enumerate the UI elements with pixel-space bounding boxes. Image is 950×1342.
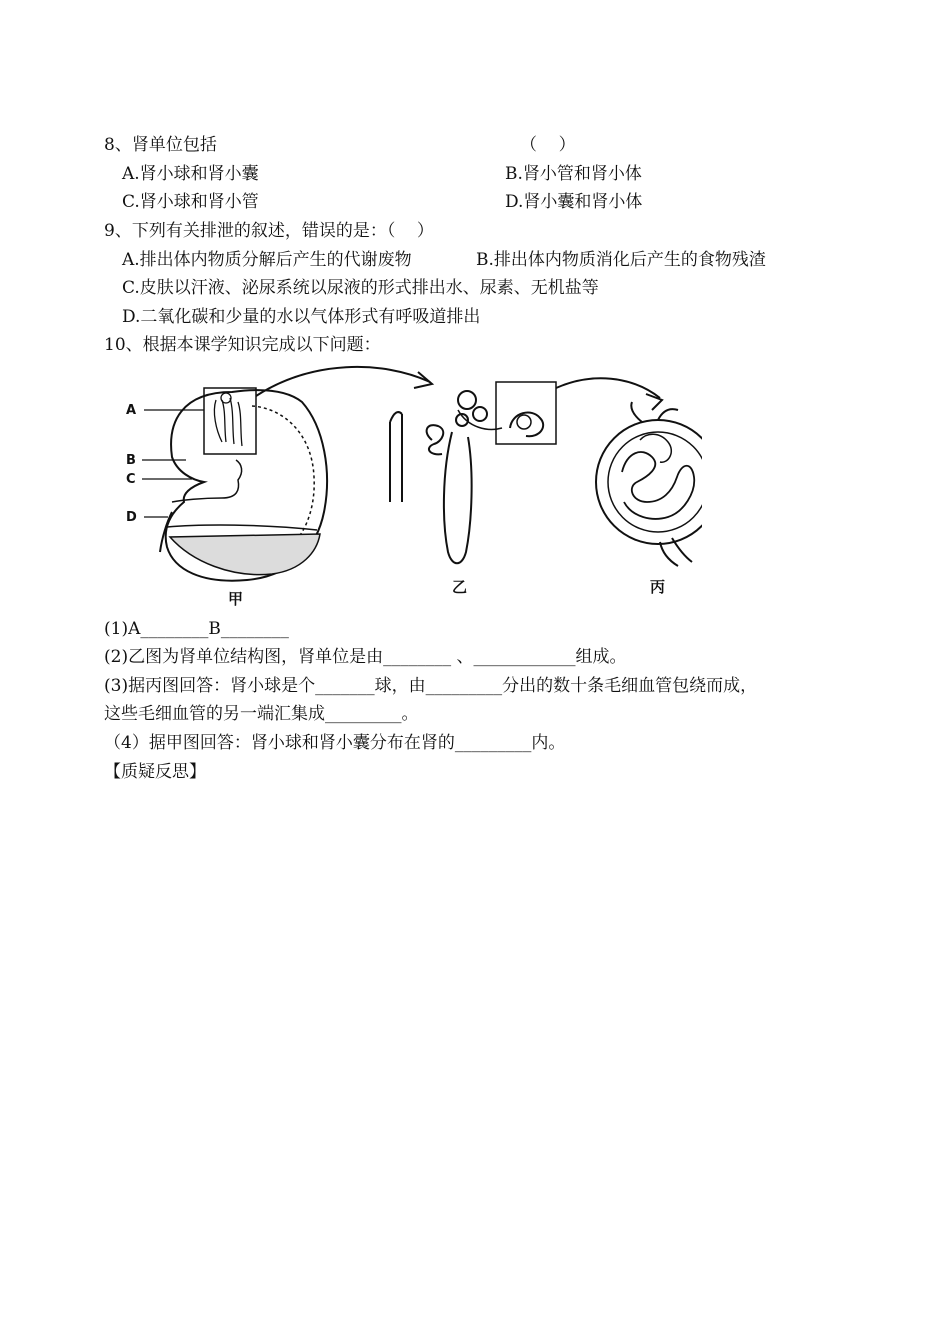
q10-sub3-line1: (3)据丙图回答：肾小球是个_______球，由_________分出的数十条毛细血管包绕而成，: [104, 676, 758, 696]
q8-option-b: B.肾小管和肾小体: [505, 164, 642, 184]
glomerulus-figure: [596, 402, 702, 566]
q9-option-b: B.排出体内物质消化后产生的食物残渣: [476, 250, 766, 270]
q10-sub2: (2)乙图为肾单位结构图，肾单位是由________ 、____________组成。: [104, 647, 627, 667]
caption-bing: 丙: [650, 578, 666, 596]
q8-option-d: D.肾小囊和肾小体: [505, 192, 643, 212]
nephron-figure: [390, 382, 556, 563]
label-a: A: [126, 403, 137, 418]
label-b: B: [126, 453, 136, 468]
q9-stem: 9、下列有关排泄的叙述，错误的是：（ ）: [104, 221, 434, 241]
caption-jia: 甲: [228, 590, 244, 608]
q10-sub3-line2: 这些毛细血管的另一端汇集成_________。: [104, 704, 419, 724]
label-d: D: [126, 510, 137, 525]
q8-stem: 8、肾单位包括: [104, 135, 217, 155]
q10-stem: 10、根据本课学知识完成以下问题：: [104, 335, 381, 355]
q10-sub1: (1)A________B________: [104, 619, 289, 639]
kidney-nephron-diagram: [112, 352, 702, 610]
q9-option-c: C.皮肤以汗液、泌尿系统以尿液的形式排出水、尿素、无机盐等: [122, 278, 599, 298]
arrow-jia-to-yi: [256, 367, 432, 396]
kidney-figure: [142, 388, 327, 581]
q9-option-a: A.排出体内物质分解后产生的代谢废物: [122, 250, 412, 270]
label-c: C: [126, 472, 136, 487]
q8-answer-paren: （ ）: [520, 135, 576, 155]
caption-yi: 乙: [452, 578, 468, 596]
q9-option-d: D.二氧化碳和少量的水以气体形式有呼吸道排出: [122, 307, 481, 327]
reflection-heading: 【质疑反思】: [104, 762, 206, 782]
q10-sub4: （4）据甲图回答：肾小球和肾小囊分布在肾的_________内。: [104, 733, 566, 753]
arrow-yi-to-bing: [556, 378, 662, 410]
q8-option-c: C.肾小球和肾小管: [122, 192, 259, 212]
q8-option-a: A.肾小球和肾小囊: [122, 164, 259, 184]
